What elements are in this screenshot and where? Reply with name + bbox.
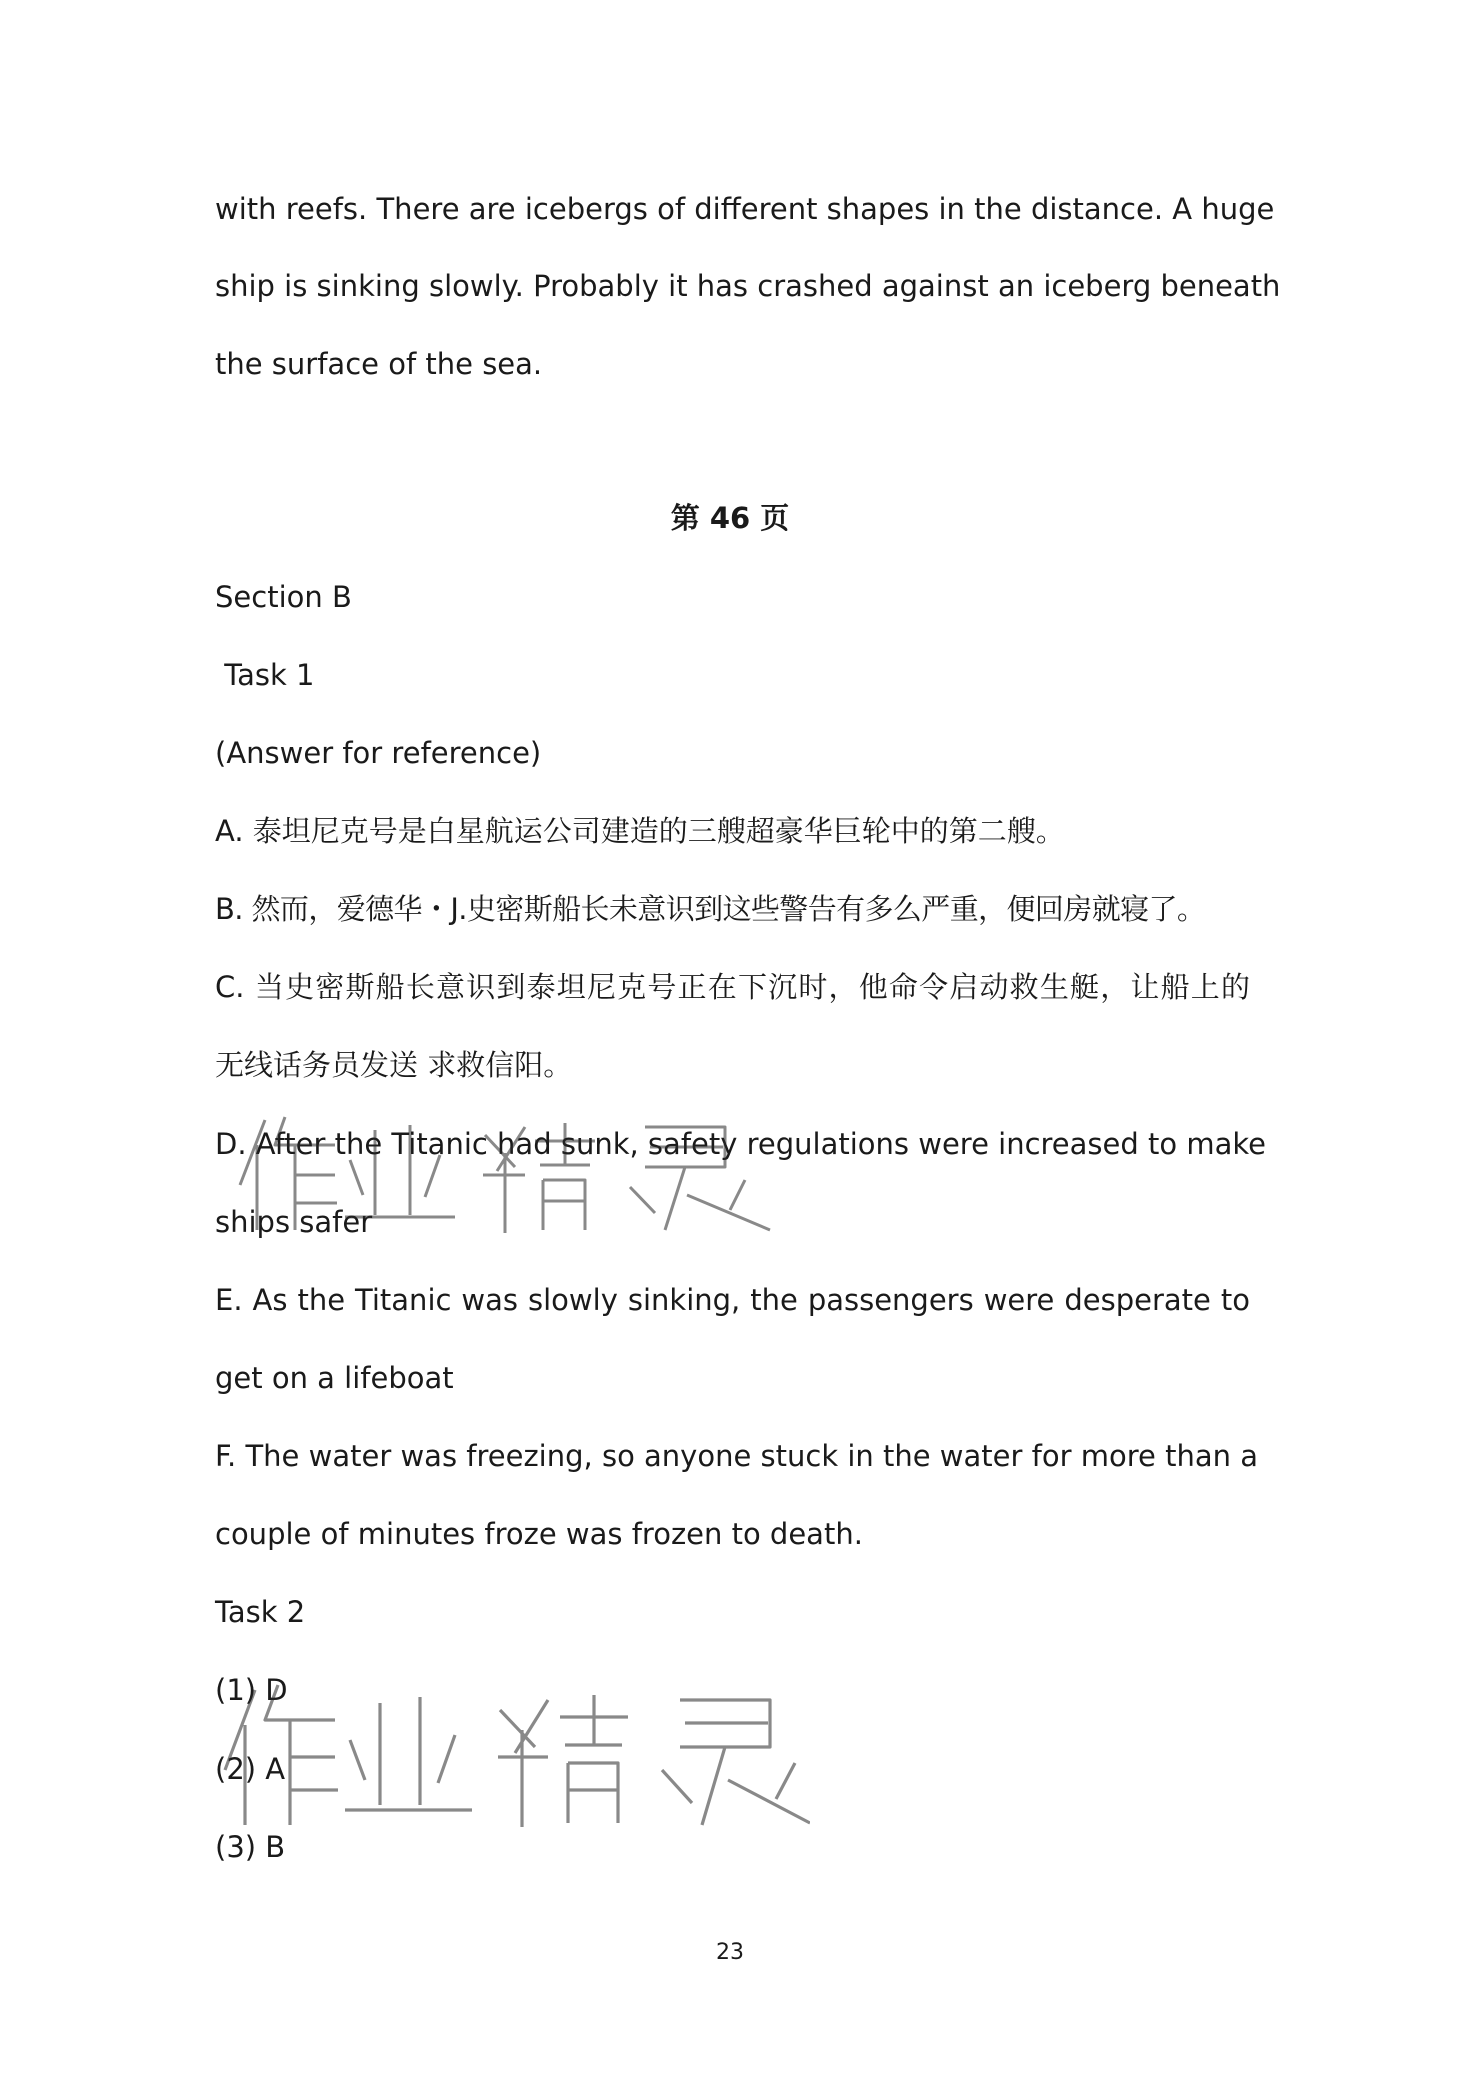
answer-e-line-1: E. As the Titanic was slowly sinking, the passengers were desperate to — [215, 1283, 1250, 1317]
task2-answer-3: (3) B — [215, 1830, 286, 1864]
task2-answer-2: (2) A — [215, 1752, 286, 1786]
page-heading: 第 46 页 — [670, 501, 790, 535]
answer-e-line-2: get on a lifeboat — [215, 1361, 454, 1395]
intro-line-1: with reefs. There are icebergs of different shapes in the distance. A huge — [215, 192, 1275, 226]
task2-title: Task 2 — [215, 1595, 306, 1629]
task2-answer-1: (1) D — [215, 1673, 288, 1707]
answer-f-line-1: F. The water was freezing, so anyone stuck in the water for more than a — [215, 1439, 1258, 1473]
answer-f-line-2: couple of minutes froze was frozen to death. — [215, 1517, 863, 1551]
answer-d-line-1: D. After the Titanic had sunk, safety regulations were increased to make — [215, 1127, 1266, 1161]
answer-d-line-2: ships safer — [215, 1205, 373, 1239]
task1-title: Task 1 — [215, 658, 315, 692]
intro-line-2: ship is sinking slowly. Probably it has crashed against an iceberg beneath — [215, 269, 1281, 303]
intro-line-3: the surface of the sea. — [215, 347, 543, 381]
task1-note: (Answer for reference) — [215, 736, 542, 770]
answer-a: A. 泰坦尼克号是白星航运公司建造的三艘超豪华巨轮中的第二艘。 — [215, 814, 1065, 848]
page-number: 23 — [716, 1940, 744, 1965]
section-title: Section B — [215, 580, 352, 614]
answer-b: B. 然而，爱德华・J.史密斯船长未意识到这些警告有多么严重，便回房就寝了。 — [215, 892, 1206, 926]
answer-c-line-2: 无线话务员发送 求救信阳。 — [215, 1048, 573, 1082]
answer-c-line-1: C. 当史密斯船长意识到泰坦尼克号正在下沉时，他命令启动救生艇，让船上的 — [215, 970, 1250, 1004]
